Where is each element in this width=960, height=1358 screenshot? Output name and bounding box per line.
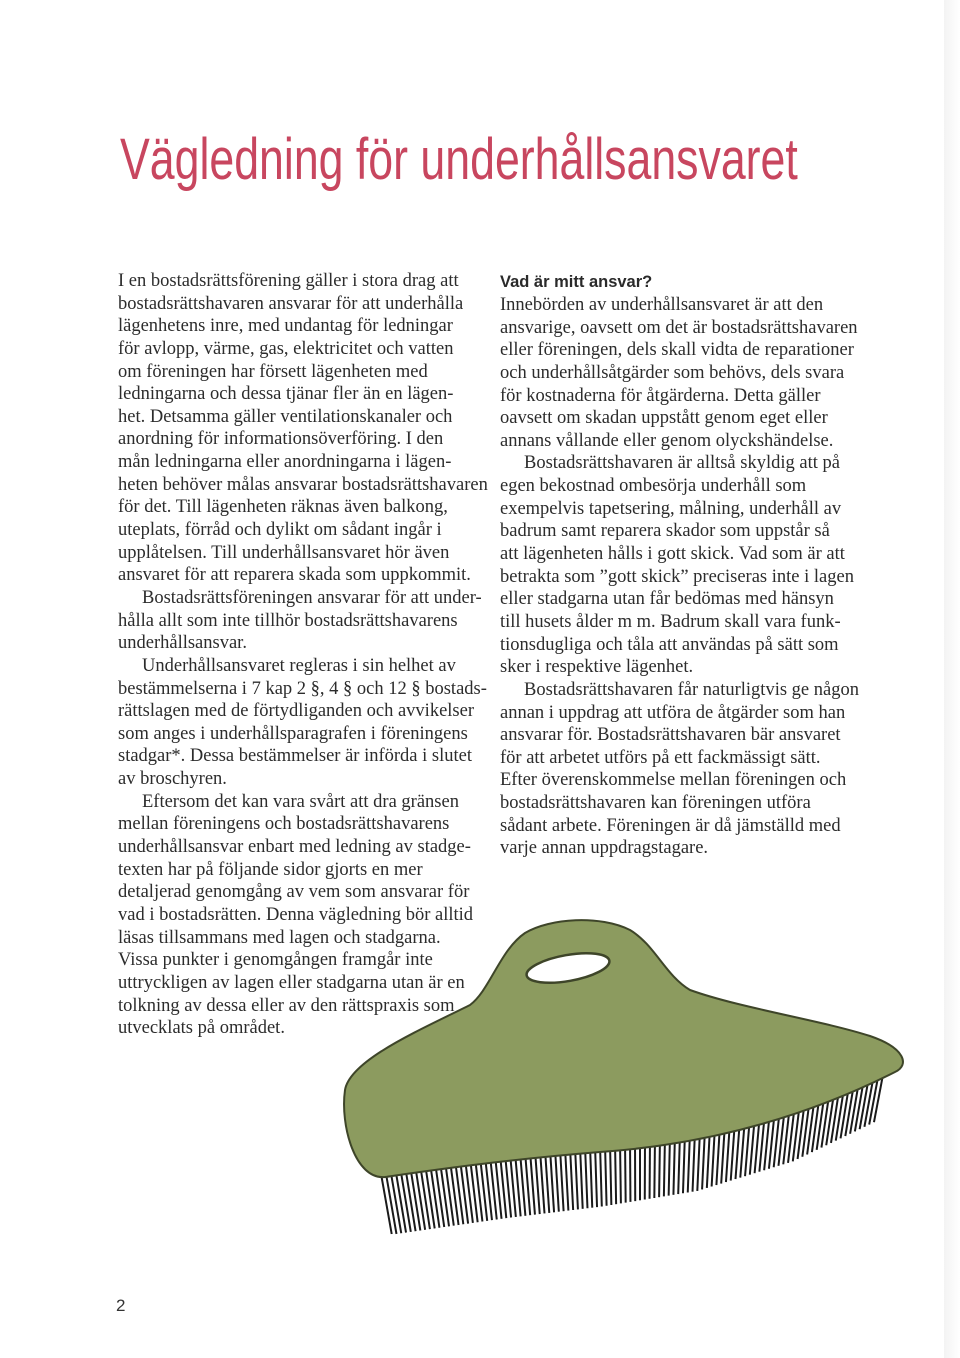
page-number: 2 [116, 1296, 126, 1315]
text-line: Eftersom det kan vara svårt att dra gränsen [142, 791, 459, 812]
text-line: som anges i underhållsparagrafen i föreningens [118, 723, 468, 744]
comb-bristle [570, 1147, 573, 1210]
text-line: för avlopp, värme, gas, elektricitet och vatten [118, 338, 454, 359]
comb-bristle [550, 1149, 554, 1212]
text-line: betrakta som ”gott skick” preciseras inte i lagen [500, 566, 854, 587]
comb-bristle [520, 1152, 525, 1216]
text-line: heten behöver målas ansvarar bostadsrättshavaren [118, 474, 488, 495]
comb-bristle [405, 1166, 416, 1232]
text-line: för att arbetet utförs på ett fackmässigt sätt. [500, 747, 821, 768]
text-line: lägenhetens inre, med undantag för ledningar [118, 316, 453, 337]
text-line: sker i respektive lägenhet. [500, 657, 694, 678]
comb-bristle [565, 1148, 568, 1211]
comb-bristle [530, 1151, 535, 1215]
text-line: tionsdugliga och tåla att användas på sätt som [500, 634, 839, 655]
comb-bristle [555, 1149, 559, 1212]
text-line: tolkning av dessa eller av den rättspraxis som [118, 995, 455, 1016]
text-line: Underhållsansvaret regleras i sin helhet av [142, 655, 456, 676]
comb-bristle [400, 1166, 411, 1232]
text-line: till husets ålder m m. Badrum skall vara funk- [500, 611, 841, 632]
text-line: mån ledningarna eller anordningarna i lägen- [118, 452, 452, 473]
comb-bristle [535, 1151, 540, 1215]
text-line: Vissa punkter i genomgången framgår inte [118, 950, 433, 971]
text-line: mellan föreningens och bostadsrättshavarens [118, 814, 450, 835]
page-title: Vägledning för underhållsansvaret [120, 127, 798, 192]
section-heading: Vad är mitt ansvar? [500, 273, 653, 291]
text-line: för kostnaderna för åtgärderna. Detta gäller [500, 385, 821, 406]
text-line: sådant arbete. Föreningen är då jämställd med [500, 815, 841, 836]
comb-bristle [595, 1145, 597, 1208]
text-line: ansvarar för. Bostadsrättshavaren bär ansvaret [500, 725, 841, 746]
text-line: ansvarige, oavsett om det är bostadsrättshavaren [500, 317, 858, 338]
text-line: bestämmelserna i 7 kap 2 §, 4 § och 12 § bostads- [118, 678, 487, 699]
comb-bristle [600, 1144, 602, 1207]
text-line: hålla allt som inte tillhör bostadsrättshavarens [118, 610, 458, 631]
text-line: bostadsrättshavaren kan föreningen utföra [500, 793, 811, 814]
text-line: varje annan uppdragstagare. [500, 838, 709, 859]
text-line: annan i uppdrag att utföra de åtgärder som han [500, 702, 846, 723]
text-line: uteplats, förråd och dylikt om sådant ingår i [118, 520, 442, 541]
text-line: för det. Till lägenheten räknas även balkong, [118, 497, 448, 518]
text-line: eller föreningen, dels skall vidta de reparationer [500, 340, 854, 361]
comb-bristle [540, 1150, 545, 1213]
comb-bristle [410, 1165, 420, 1231]
text-line: I en bostadsrättsförening gäller i stora drag att [118, 271, 459, 291]
text-line: upplåtelsen. Till underhållsansvaret hör även [118, 542, 450, 563]
text-line: badrum samt reparera skador som uppstår så [500, 521, 830, 542]
comb-bristle [430, 1163, 439, 1228]
comb-bristle [580, 1146, 583, 1209]
text-line: av broschyren. [118, 769, 227, 790]
comb-bristle [415, 1164, 425, 1229]
text-line: anordning för informationsöverföring. I den [118, 429, 444, 450]
text-line: att lägenheten hålls i gott skick. Vad som är att [500, 544, 845, 565]
text-line: egen bekostnad ombesörja underhåll som [500, 476, 807, 497]
comb-bristle [395, 1167, 406, 1233]
text-line: uttryckligen av lagen eller stadgarna utan är en [118, 972, 465, 993]
text-line: Efter överenskommelse mellan föreningen och [500, 770, 847, 791]
text-line: om föreningen har försett lägenheten med [118, 361, 428, 382]
text-line: Bostadsrättshavaren är alltså skyldig att på [524, 453, 840, 474]
text-line: ansvaret för att reparera skada som uppkommit. [118, 565, 471, 586]
comb-bristle [545, 1150, 549, 1213]
comb-bristle [435, 1162, 444, 1227]
comb-bristle [585, 1146, 587, 1209]
text-line: ledningarna och dessa tjänar fler än en lägen- [118, 384, 454, 405]
text-line: texten har på följande sidor gjorts en mer [118, 859, 423, 880]
text-line: Bostadsrättsföreningen ansvarar för att under- [142, 587, 482, 608]
comb-bristle [575, 1147, 578, 1210]
text-line: utvecklats på området. [118, 1018, 285, 1039]
text-line: het. Detsamma gäller ventilationskanaler och [118, 406, 453, 427]
text-line: exempelvis tapetsering, målning, underhåll av [500, 498, 842, 519]
text-line: bostadsrättshavaren ansvarar för att underhålla [118, 293, 464, 314]
text-line: stadgar*. Dessa bestämmelser är införda i slutet [118, 746, 472, 767]
comb-bristle [420, 1164, 430, 1229]
text-line: underhållsansvar. [118, 633, 247, 654]
text-line: oavsett om skadan uppstått genom eget eller [500, 408, 828, 429]
text-line: och underhållsåtgärder som behövs, dels svara [500, 362, 845, 383]
text-line: underhållsansvar enbart med ledning av stadge- [118, 837, 471, 858]
comb-bristle [560, 1148, 564, 1211]
text-line: eller stadgarna utan får bedömas med hänsyn [500, 589, 834, 610]
comb-bristle [445, 1161, 454, 1226]
text-line: detaljerad genomgång av vem som ansvarar för [118, 882, 470, 903]
comb-bristle [440, 1161, 449, 1226]
text-line: vad i bostadsrätten. Denna vägledning bör alltid [118, 904, 474, 925]
comb-bristle [605, 1143, 607, 1205]
text-line: Bostadsrättshavaren får naturligtvis ge någon [524, 679, 859, 700]
text-line: rättslagen med de förtydliganden och avvikelser [118, 701, 474, 722]
comb-bristle [425, 1163, 435, 1228]
comb-bristle [590, 1145, 592, 1208]
text-line: läsas tillsammans med lagen och stadgarna. [118, 927, 441, 948]
text-line: Innebörden av underhållsansvaret är att den [500, 295, 824, 315]
text-line: annans vållande eller genom olyckshändelse. [500, 430, 834, 451]
comb-bristle [525, 1152, 530, 1216]
